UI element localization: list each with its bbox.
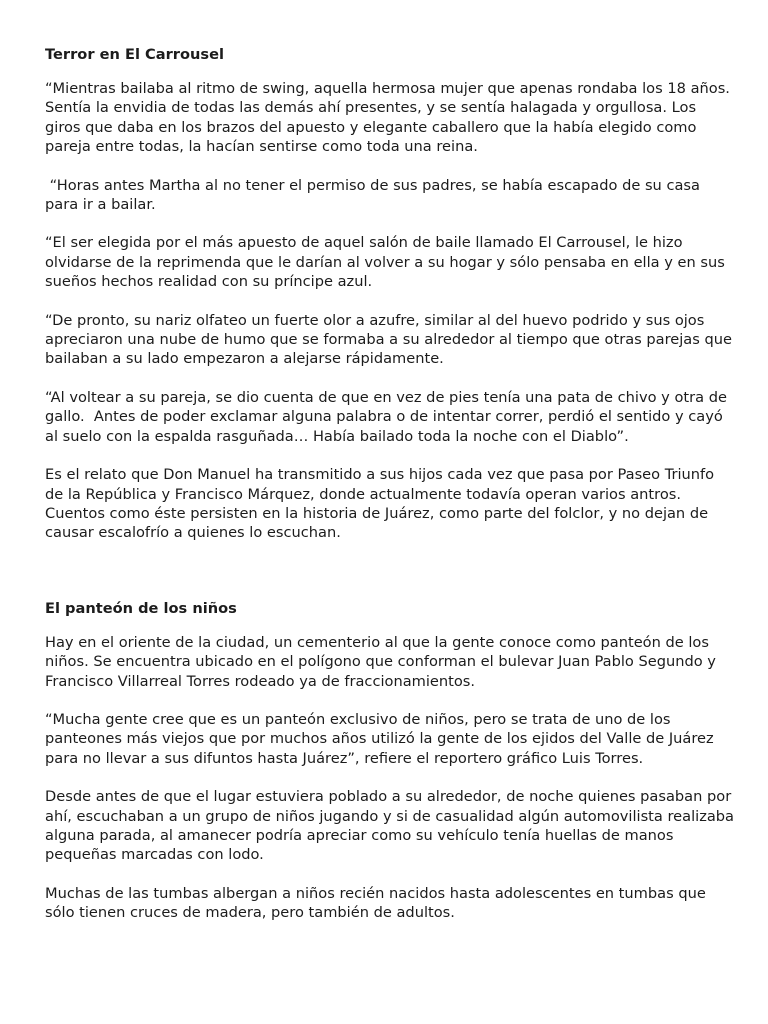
paragraph: “Horas antes Martha al no tener el permiso de sus padres, se había escapado de su casa para ir a bailar. <box>45 176 705 214</box>
paragraph: “Mientras bailaba al ritmo de swing, aquella hermosa mujer que apenas rondaba los 18 años. Sentía la envidia de todas las demás ahí presentes, y se sentía halagada y orgullosa. Los giros que daba en los brazos del apuesto y elegante caballero que la había elegido como pareja entre todas, la hacían sentirse como toda una reina. <box>45 80 735 156</box>
paragraph: Desde antes de que el lugar estuviera poblado a su alrededor, de noche quienes pasaban por ahí, escuchaban a un grupo de niños jugando y si de casualidad algún automovilista realizaba alguna parada, al amanecer podría apreciar como su vehículo tenía huellas de manos pequeñas marcadas con lodo. <box>45 788 739 864</box>
document-page <box>45 45 739 923</box>
paragraph: Hay en el oriente de la ciudad, un cementerio al que la gente conoce como panteón de los niños. Se encuentra ubicado en el polígono que conforman el bulevar Juan Pablo Segundo y Francisco Villarreal Torres rodeado ya de fraccionamientos. <box>45 633 721 690</box>
paragraph: “De pronto, su nariz olfateo un fuerte olor a azufre, similar al del huevo podrido y sus ojos apreciaron una nube de humo que se formaba a su alrededor al tiempo que otras parejas que bailaban a su lado empezaron a alejarse rápidamente. <box>45 311 737 368</box>
paragraph: Es el relato que Don Manuel ha transmitido a sus hijos cada vez que pasa por Paseo Triunfo de la República y Francisco Márquez, donde actualmente todavía operan varios antros. Cuentos como éste persisten en la historia de Juárez, como parte del folclor, y no dejan de causar escalofrío a quienes lo escuchan. <box>45 466 719 542</box>
section-title-carrousel: Terror en El Carrousel <box>45 46 224 63</box>
section-title-panteon: El panteón de los niños <box>45 599 237 617</box>
paragraph: “Mucha gente cree que es un panteón exclusivo de niños, pero se trata de uno de los panteones más viejos que por muchos años utilizó la gente de los ejidos del Valle de Juárez para no llevar a sus difuntos hasta Juárez”, refiere el reportero gráfico Luis Torres. <box>45 710 719 767</box>
paragraph: “Al voltear a su pareja, se dio cuenta de que en vez de pies tenía una pata de chivo y otra de gallo. Antes de poder exclamar alguna palabra o de intentar correr, perdió el sentido y cayó al suelo con la espalda rasguñada… Había bailado toda la noche con el Diablo”. <box>45 388 732 445</box>
paragraph: Muchas de las tumbas albergan a niños recién nacidos hasta adolescentes en tumbas que sólo tienen cruces de madera, pero también de adultos. <box>45 884 711 922</box>
paragraph: “El ser elegida por el más apuesto de aquel salón de baile llamado El Carrousel, le hizo olvidarse de la reprimenda que le darían al volver a su hogar y sólo pensaba en ella y en sus sueños hechos realidad con su príncipe azul. <box>45 234 730 291</box>
